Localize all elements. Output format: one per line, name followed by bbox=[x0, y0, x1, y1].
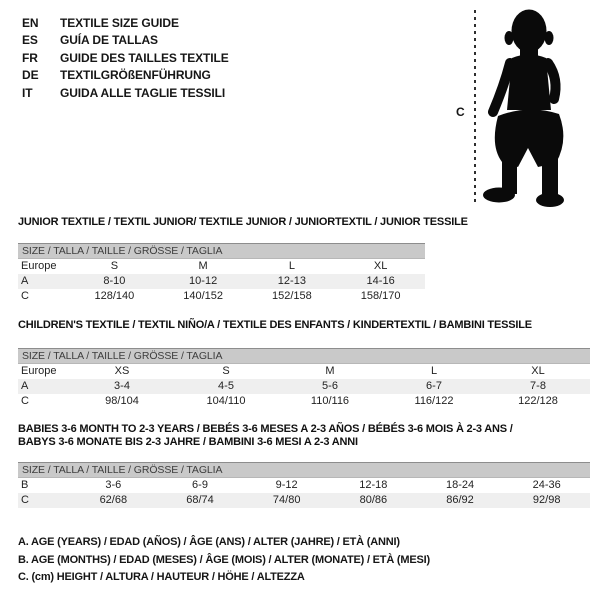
table-cell: 14-16 bbox=[366, 275, 395, 287]
table-cell: 6-7 bbox=[426, 380, 442, 392]
table-title-line: BABIES 3-6 MONTH TO 2-3 YEARS / BEBÉS 3-6 MESES A 2-3 AÑOS / BÉBÉS 3-6 MOIS À 2-3 ANS / bbox=[18, 423, 513, 435]
table-row bbox=[18, 493, 590, 508]
table-cell: 3-4 bbox=[114, 380, 130, 392]
row-label: Europe bbox=[21, 365, 57, 377]
table-cell: 7-8 bbox=[530, 380, 546, 392]
table-cell: 9-12 bbox=[275, 479, 298, 491]
table-cell: 62/68 bbox=[99, 494, 128, 506]
table-cell: 158/170 bbox=[360, 290, 401, 302]
row-label: A bbox=[21, 275, 29, 287]
table-cell: 24-36 bbox=[532, 479, 561, 491]
row-label: B bbox=[21, 479, 29, 491]
footnote-age-months: B. AGE (MONTHS) / EDAD (MESES) / ÂGE (MOIS) / ALTER (MONATE) / ETÀ (MESI) bbox=[18, 553, 430, 566]
table-cell: 128/140 bbox=[94, 290, 135, 302]
table-cell: 12-13 bbox=[277, 275, 306, 287]
row-label: C bbox=[21, 494, 29, 506]
legend-footnotes bbox=[18, 534, 430, 587]
table-cell: 5-6 bbox=[322, 380, 338, 392]
language-row bbox=[22, 50, 229, 67]
row-label: C bbox=[21, 290, 29, 302]
table-cell: 104/110 bbox=[206, 395, 246, 407]
table-cell: 152/158 bbox=[271, 290, 312, 302]
table-cell: 18-24 bbox=[445, 479, 475, 491]
table-cell: 110/116 bbox=[310, 395, 350, 407]
table-cell: XS bbox=[114, 365, 130, 377]
table-body bbox=[18, 259, 425, 304]
table-title bbox=[18, 216, 468, 229]
table-cell: XL bbox=[531, 365, 545, 377]
row-label: A bbox=[21, 380, 29, 392]
table-cell: 10-12 bbox=[189, 275, 218, 287]
guide-title: TEXTILGRÖßENFÜHRUNG bbox=[60, 68, 211, 83]
table-body bbox=[18, 478, 590, 508]
language-row bbox=[22, 32, 229, 49]
table-cell: L bbox=[430, 365, 438, 377]
table-cell: 116/122 bbox=[414, 395, 454, 407]
table-row bbox=[18, 274, 425, 289]
childrens-textile-table bbox=[18, 319, 590, 409]
language-code: FR bbox=[22, 50, 38, 65]
height-measure-dotted-line bbox=[474, 10, 476, 206]
language-title-block bbox=[22, 15, 229, 102]
size-header-bar: SIZE / TALLA / TAILLE / GRÖSSE / TAGLIA bbox=[18, 348, 590, 364]
table-cell: 6-9 bbox=[192, 479, 208, 491]
table-row bbox=[18, 394, 590, 409]
language-row bbox=[22, 85, 229, 102]
toddler-silhouette bbox=[480, 8, 572, 210]
babies-textile-table bbox=[18, 423, 590, 508]
guide-title: GUÍA DE TALLAS bbox=[60, 33, 158, 48]
table-cell: 92/98 bbox=[532, 494, 561, 506]
table-row bbox=[18, 259, 425, 274]
guide-title: GUIDA ALLE TAGLIE TESSILI bbox=[60, 85, 226, 100]
guide-title: TEXTILE SIZE GUIDE bbox=[60, 16, 179, 30]
table-cell: 80/86 bbox=[359, 494, 388, 506]
table-cell: L bbox=[288, 260, 295, 272]
table-cell: 68/74 bbox=[186, 494, 214, 506]
table-cell: M bbox=[198, 260, 208, 272]
table-row bbox=[18, 364, 590, 379]
table-title-line: JUNIOR TEXTILE / TEXTIL JUNIOR/ TEXTILE JUNIOR / JUNIORTEXTIL / JUNIOR TESSILE bbox=[18, 216, 468, 228]
table-body bbox=[18, 364, 590, 409]
table-row bbox=[18, 478, 590, 493]
size-header-bar: SIZE / TALLA / TAILLE / GRÖSSE / TAGLIA bbox=[18, 243, 425, 259]
table-title bbox=[18, 319, 590, 332]
language-code: IT bbox=[22, 85, 33, 100]
table-cell: 74/80 bbox=[272, 494, 301, 506]
table-cell: 3-6 bbox=[105, 479, 122, 491]
table-row bbox=[18, 379, 590, 394]
row-label: C bbox=[21, 395, 29, 407]
language-code: DE bbox=[22, 68, 39, 83]
row-label: Europe bbox=[21, 260, 57, 272]
table-cell: S bbox=[222, 365, 230, 377]
table-cell: M bbox=[325, 365, 335, 377]
table-cell: 8-10 bbox=[103, 275, 126, 287]
footnote-height-cm: C. (cm) HEIGHT / ALTURA / HAUTEUR / HÖHE / ALTEZZA bbox=[18, 571, 305, 583]
table-title-line: CHILDREN'S TEXTILE / TEXTIL NIÑO/A / TEXTILE DES ENFANTS / KINDERTEXTIL / BAMBINI TESSILE bbox=[18, 319, 532, 331]
table-cell: 4-5 bbox=[218, 380, 234, 392]
junior-textile-table bbox=[18, 216, 468, 304]
language-row bbox=[22, 67, 229, 84]
table-cell: S bbox=[110, 260, 119, 272]
table-cell: 86/92 bbox=[446, 494, 474, 506]
footnote-age-years: A. AGE (YEARS) / EDAD (AÑOS) / ÂGE (ANS) / ALTER (JAHRE) / ETÀ (ANNI) bbox=[18, 536, 400, 548]
language-code: EN bbox=[22, 16, 39, 30]
guide-title: GUIDE DES TAILLES TEXTILE bbox=[60, 50, 229, 65]
language-row bbox=[22, 15, 229, 32]
height-measure-label: C bbox=[456, 105, 465, 119]
language-code: ES bbox=[22, 33, 38, 48]
table-row bbox=[18, 289, 425, 304]
table-cell: 140/152 bbox=[183, 290, 223, 302]
table-cell: 12-18 bbox=[359, 479, 388, 491]
size-header-bar: SIZE / TALLA / TAILLE / GRÖSSE / TAGLIA bbox=[18, 462, 590, 478]
table-title-line: BABYS 3-6 MONATE BIS 2-3 JAHRE / BAMBINI 3-6 MESI A 2-3 ANNI bbox=[18, 436, 358, 448]
table-cell: 122/128 bbox=[518, 395, 558, 407]
table-cell: 98/104 bbox=[105, 395, 139, 407]
table-cell: XL bbox=[373, 260, 388, 272]
table-title bbox=[18, 423, 590, 449]
